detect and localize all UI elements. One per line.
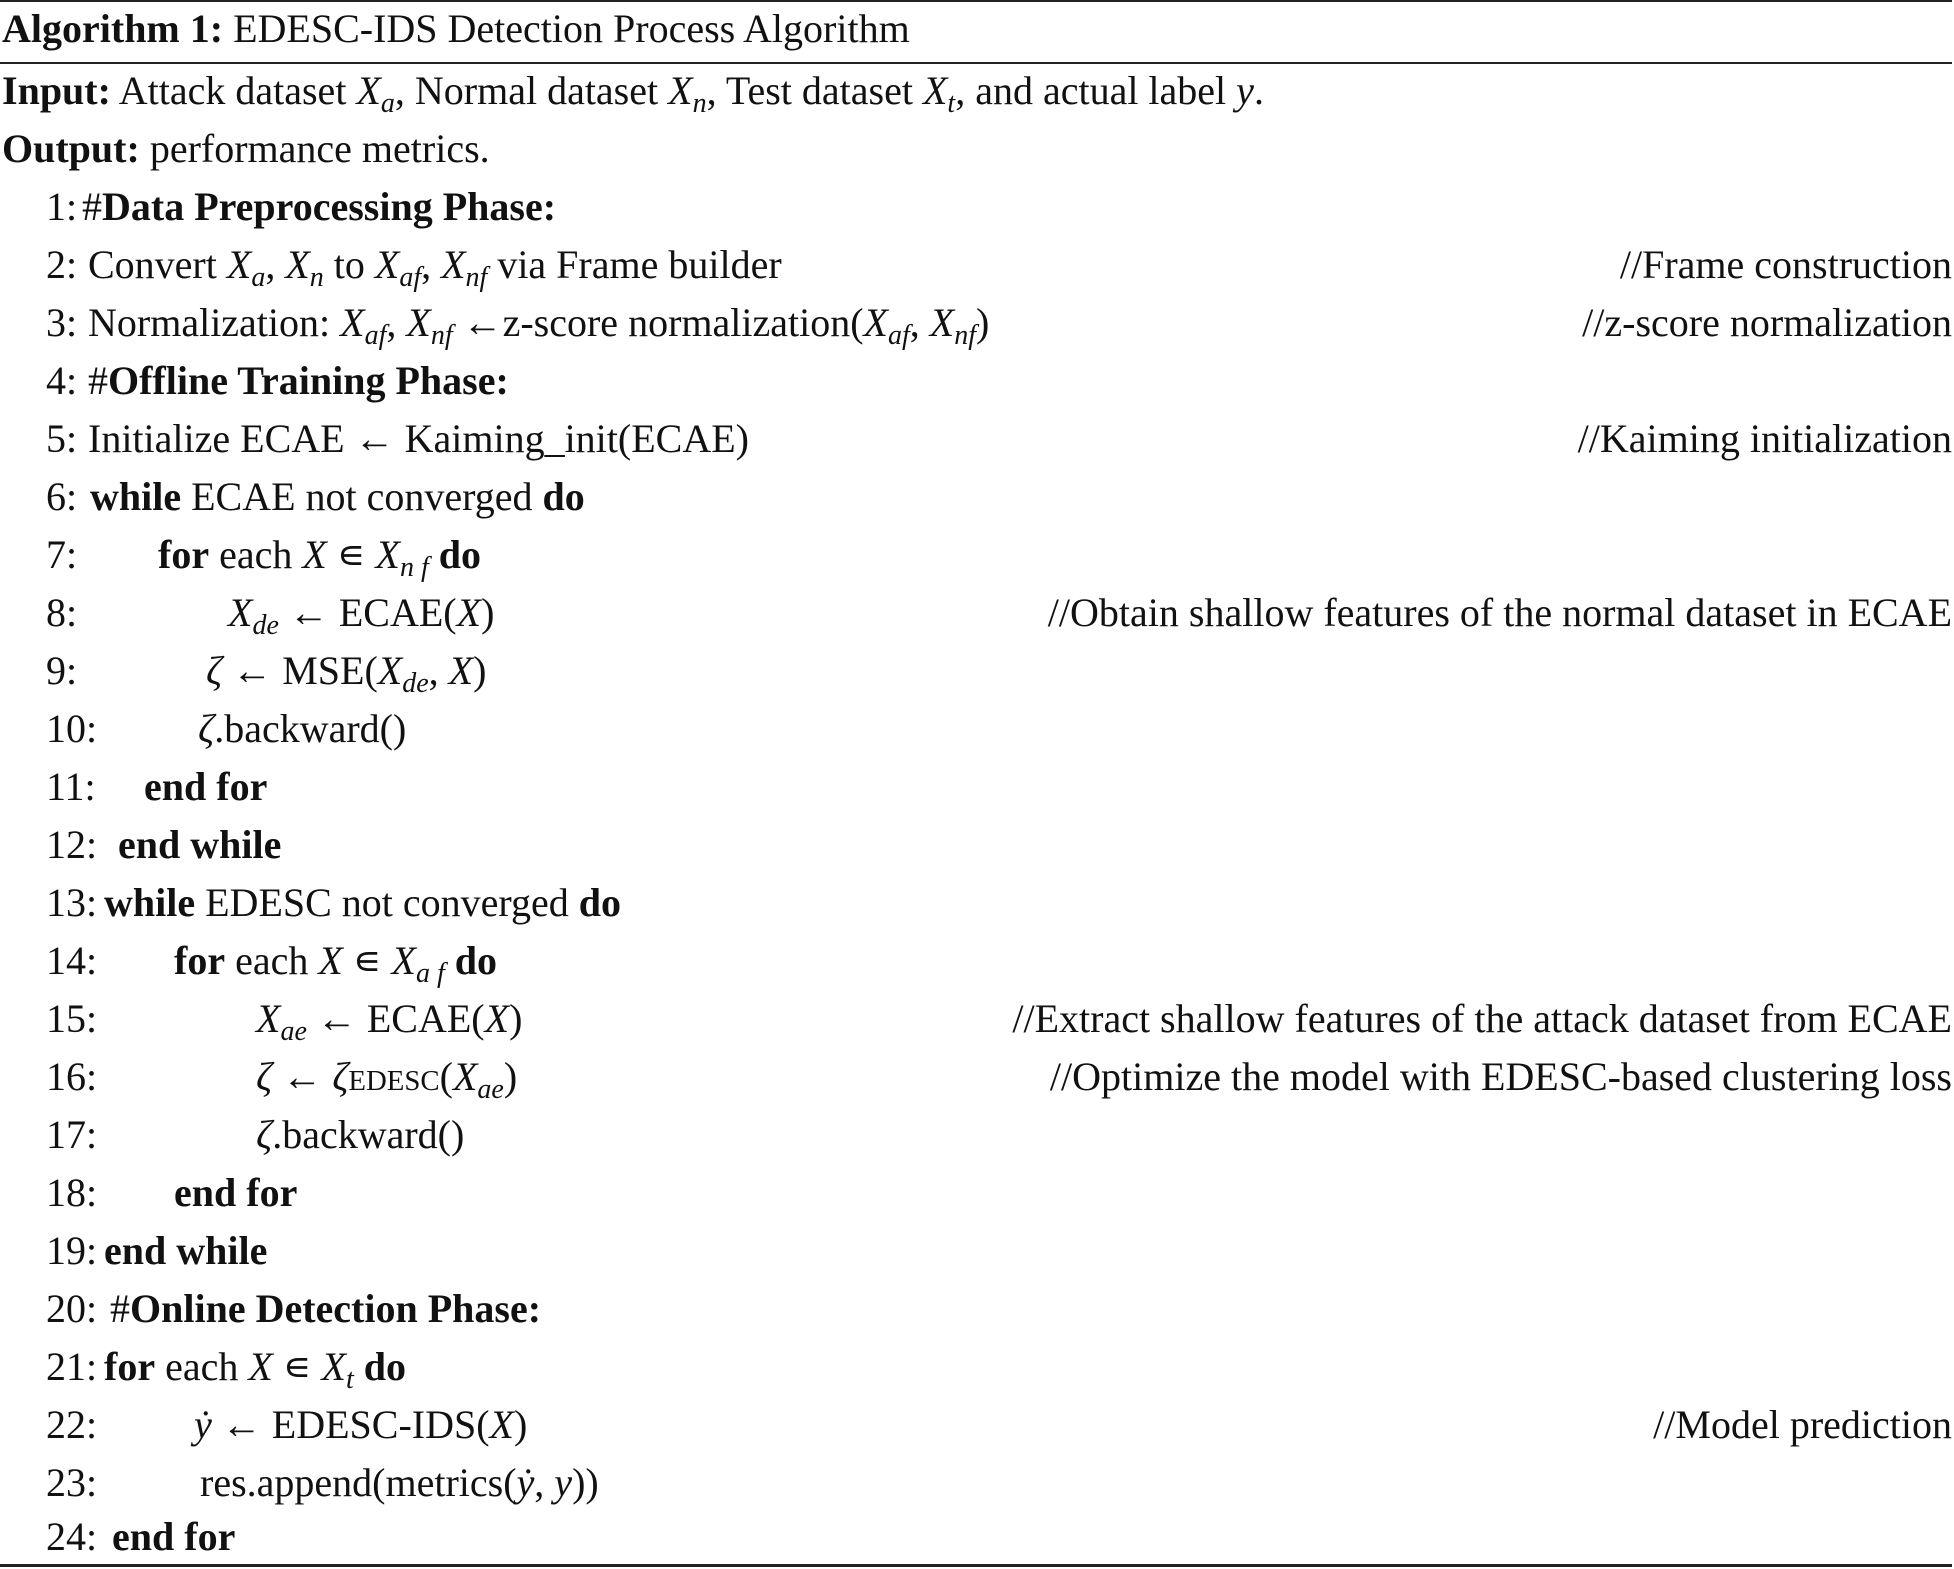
algorithm-line-20: [0, 1280, 1952, 1338]
line-code: [104, 874, 621, 932]
algorithm-line-16: [0, 1048, 1952, 1106]
line-code: for each X ∊ $X_{a f}$ do: [174, 938, 497, 989]
line-code: res.append(metrics(ẏ, y)): [200, 1460, 599, 1505]
line-code: [104, 1222, 267, 1280]
keyword: while: [104, 880, 196, 925]
algorithm-line-2: [0, 236, 1952, 294]
line-comment: //Frame construction: [1619, 242, 1952, 287]
line-number: 4:: [46, 358, 78, 403]
code-text: ← MSE(: [232, 648, 378, 693]
algorithm-line-24: [0, 1508, 1952, 1566]
algorithm-line-22: [0, 1396, 1952, 1454]
line-code: [144, 758, 267, 816]
line-code: [88, 352, 509, 410]
keyword: for: [104, 1344, 156, 1389]
code-text: res.append(metrics(: [200, 1460, 517, 1505]
input-text-1: Attack dataset: [118, 68, 347, 113]
algorithm-line-8: [0, 584, 1952, 642]
line-comment: //Extract shallow features of the attack dataset from ECAE: [1012, 996, 1952, 1041]
keyword: do: [438, 532, 481, 577]
line-number: 5:: [46, 416, 78, 461]
keyword: do: [542, 474, 585, 519]
top-rule: [0, 0, 1952, 2]
algorithm-line-3: [0, 294, 1952, 352]
hash: #: [82, 184, 102, 229]
line-number: 24:: [46, 1514, 98, 1559]
keyword: do: [363, 1344, 406, 1389]
line-code: Normalization: $X_{af}$, $X_{nf}$ ←z-score $normalization(X_{af}$, $X_{nf}$): [88, 300, 990, 351]
algorithm-line-5: [0, 410, 1952, 468]
line-number: 16:: [46, 1054, 98, 1099]
keyword: for: [174, 938, 226, 983]
line-number: 17:: [46, 1112, 98, 1157]
keyword: end for: [144, 764, 268, 809]
code-text: each: [165, 1344, 239, 1389]
algorithm-line-4: [0, 352, 1952, 410]
algorithm-line-18: [0, 1164, 1952, 1222]
code-text: .backward(): [272, 1112, 465, 1157]
line-comment: //Optimize the model with EDESC-based clustering loss: [1049, 1054, 1952, 1099]
line-code: [118, 816, 281, 874]
line-code: $X_{ae}$ ← ECAE(X): [256, 996, 523, 1047]
line-number: 20:: [46, 1286, 98, 1331]
algorithm-name: EDESC-IDS Detection Process Algorithm: [233, 6, 910, 51]
line-code: ζ ← $MSE(X_{de}$, X): [206, 648, 487, 699]
keyword: do: [578, 880, 622, 925]
line-code: Initialize ECAE ← Kaiming_init(ECAE): [88, 416, 749, 461]
code-text: Normalization:: [88, 300, 331, 345]
line-comment: //Kaiming initialization: [1577, 416, 1952, 461]
algorithm-line-12: [0, 816, 1952, 874]
algorithm-line-10: [0, 700, 1952, 758]
line-number: 13:: [46, 880, 98, 925]
line-code: [82, 178, 556, 236]
header-rule: [0, 62, 1952, 64]
line-code: ζ.backward(): [198, 706, 407, 751]
code-text: ← EDESC-IDS(: [221, 1402, 490, 1447]
code-text: .backward(): [214, 706, 407, 751]
line-number: 23:: [46, 1460, 98, 1505]
output-text: performance metrics.: [149, 126, 490, 171]
code-text: ECAE not converged: [191, 474, 533, 519]
line-code: for each X ∊ $X_{n f}$ do: [158, 532, 481, 583]
keyword: do: [454, 938, 497, 983]
line-code: Convert $X_a$, $X_n$ to $X_{af}$, $X_{nf}$ via Frame builder: [88, 242, 782, 293]
algorithm-line-7: [0, 526, 1952, 584]
line-number: 3:: [46, 300, 78, 345]
phase-title: Online Detection Phase:: [130, 1286, 542, 1331]
line-code: $X_{de}$ ← ECAE(X): [228, 590, 495, 641]
keyword: end while: [104, 1228, 268, 1273]
keyword: for: [158, 532, 210, 577]
input-text-4: , and actual label: [955, 68, 1227, 113]
code-text: ← ECAE(: [316, 996, 485, 1041]
line-number: 14:: [46, 938, 98, 983]
algorithm-line-1: [0, 178, 1952, 236]
line-comment: //Obtain shallow features of the normal dataset in ECAE: [1047, 590, 1952, 635]
algorithm-line-15: [0, 990, 1952, 1048]
input-text-3: , Test dataset: [706, 68, 913, 113]
hash: #: [88, 358, 108, 403]
keyword: while: [90, 474, 182, 519]
line-number: 6:: [46, 474, 78, 519]
algorithm-input: Input: Attack dataset $X_a$, Normal dataset $X_n$, Test dataset $X_t$, and actual label y.: [2, 68, 1264, 119]
algorithm-line-6: [0, 468, 1952, 526]
phase-title: Data Preprocessing Phase:: [102, 184, 557, 229]
line-comment: //z-score normalization: [1582, 300, 1952, 345]
algorithm-line-13: [0, 874, 1952, 932]
algorithm-output: [2, 124, 490, 174]
code-text: via Frame builder: [497, 242, 782, 287]
line-code: [90, 468, 585, 526]
hash: #: [110, 1286, 130, 1331]
line-number: 12:: [46, 822, 98, 867]
line-code: [112, 1508, 235, 1566]
line-code: [110, 1280, 541, 1338]
code-text: each: [219, 532, 293, 577]
code-text: ←z-score normalization(: [462, 300, 864, 345]
keyword: end for: [112, 1514, 236, 1559]
phase-title: Offline Training Phase:: [108, 358, 509, 403]
code-text: EDESC not converged: [205, 880, 569, 925]
algorithm-line-9: [0, 642, 1952, 700]
algorithm-line-17: [0, 1106, 1952, 1164]
line-code: ζ ← $\zeta EDESC(X_{ae})$: [256, 1054, 518, 1105]
code-text: Convert: [88, 242, 217, 287]
output-label: Output:: [2, 126, 140, 171]
code-text: to: [333, 242, 365, 287]
line-code: ẏ ← EDESC-IDS(X): [194, 1402, 528, 1447]
line-number: 22:: [46, 1402, 98, 1447]
code-text: ←: [282, 1054, 323, 1099]
line-number: 15:: [46, 996, 98, 1041]
line-code: ζ.backward(): [256, 1112, 465, 1157]
input-label: Input:: [2, 68, 111, 113]
line-number: 21:: [46, 1344, 98, 1389]
algorithm-line-19: [0, 1222, 1952, 1280]
algorithm-line-11: [0, 758, 1952, 816]
algorithm-title: [2, 4, 910, 54]
line-number: 11:: [46, 764, 96, 809]
line-number: 10:: [46, 706, 98, 751]
keyword: end for: [174, 1170, 298, 1215]
input-text-2: , Normal dataset: [394, 68, 659, 113]
line-number: 2:: [46, 242, 78, 287]
algorithm-line-21: [0, 1338, 1952, 1396]
line-code: for each X ∊ $X_t$ do: [104, 1344, 406, 1395]
line-number: 8:: [46, 590, 78, 635]
algorithm-label: Algorithm 1:: [2, 6, 224, 51]
line-number: 19:: [46, 1228, 98, 1273]
input-text-5: .: [1253, 68, 1264, 113]
code-text: ← ECAE(: [288, 590, 457, 635]
line-number: 1:: [46, 184, 78, 229]
algorithm-line-14: [0, 932, 1952, 990]
line-number: 7:: [46, 532, 78, 577]
keyword: end while: [118, 822, 282, 867]
line-number: 9:: [46, 648, 78, 693]
line-comment: //Model prediction: [1653, 1402, 1952, 1447]
line-number: 18:: [46, 1170, 98, 1215]
line-code: [174, 1164, 297, 1222]
code-text: each: [235, 938, 309, 983]
loss-subscript: EDESC: [348, 1065, 440, 1097]
algorithm-line-23: [0, 1454, 1952, 1512]
